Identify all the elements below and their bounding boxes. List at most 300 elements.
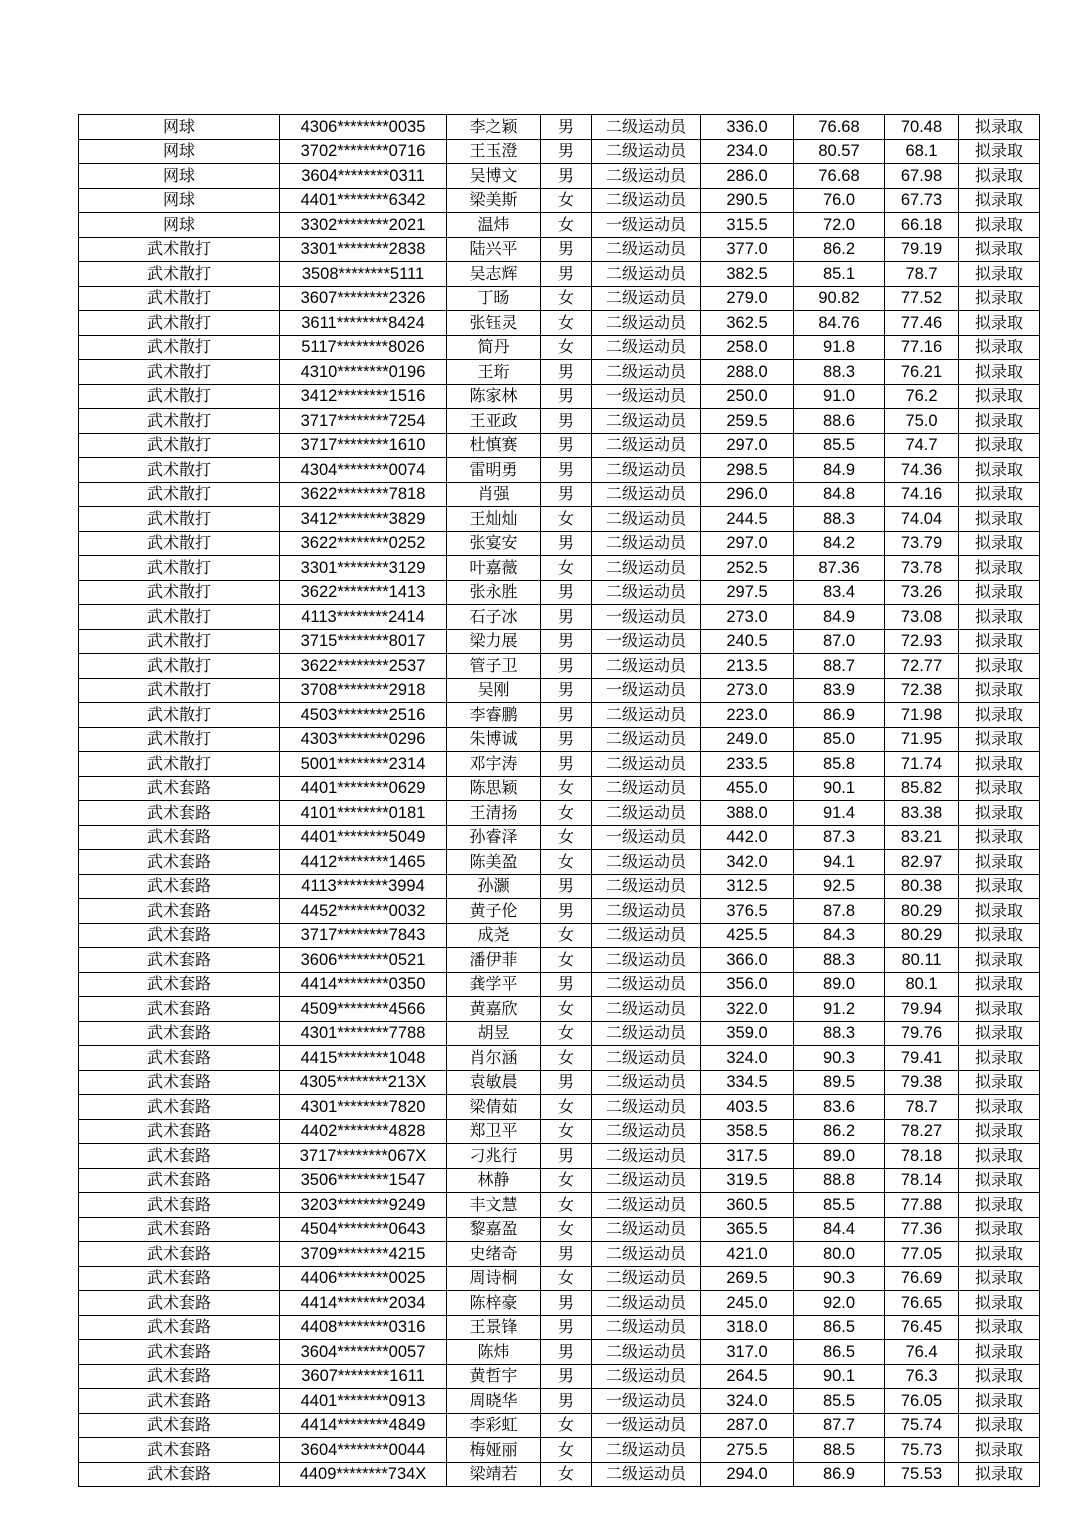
score-cell: 288.0 bbox=[701, 360, 794, 385]
total-score-cell: 73.26 bbox=[885, 580, 959, 605]
score-cell: 240.5 bbox=[701, 629, 794, 654]
athlete-level-cell: 二级运动员 bbox=[592, 654, 701, 679]
total-score-cell: 73.08 bbox=[885, 605, 959, 630]
score-cell: 376.5 bbox=[701, 899, 794, 924]
name-cell: 肖尔涵 bbox=[447, 1046, 541, 1071]
table-row bbox=[79, 1046, 1040, 1071]
id-number-cell: 4406********0025 bbox=[280, 1266, 447, 1291]
id-number-cell: 4305********213X bbox=[280, 1070, 447, 1095]
athlete-level-cell: 二级运动员 bbox=[592, 1119, 701, 1144]
score-cell: 287.0 bbox=[701, 1413, 794, 1438]
test-score-cell: 85.0 bbox=[794, 727, 885, 752]
name-cell: 周诗桐 bbox=[447, 1266, 541, 1291]
id-number-cell: 3622********7818 bbox=[280, 482, 447, 507]
name-cell: 周晓华 bbox=[447, 1389, 541, 1414]
table-row bbox=[79, 580, 1040, 605]
id-number-cell: 3611********8424 bbox=[280, 311, 447, 336]
table-row bbox=[79, 850, 1040, 875]
id-number-cell: 3715********8017 bbox=[280, 629, 447, 654]
total-score-cell: 75.74 bbox=[885, 1413, 959, 1438]
total-score-cell: 76.4 bbox=[885, 1340, 959, 1365]
score-cell: 250.0 bbox=[701, 384, 794, 409]
table-row bbox=[79, 237, 1040, 262]
athlete-level-cell: 二级运动员 bbox=[592, 1242, 701, 1267]
sport-cell: 武术套路 bbox=[79, 1266, 280, 1291]
test-score-cell: 85.8 bbox=[794, 752, 885, 777]
athlete-level-cell: 二级运动员 bbox=[592, 923, 701, 948]
test-score-cell: 88.7 bbox=[794, 654, 885, 679]
total-score-cell: 67.98 bbox=[885, 164, 959, 189]
id-number-cell: 3607********2326 bbox=[280, 286, 447, 311]
athlete-level-cell: 一级运动员 bbox=[592, 629, 701, 654]
score-cell: 425.5 bbox=[701, 923, 794, 948]
total-score-cell: 70.48 bbox=[885, 115, 959, 140]
sport-cell: 武术套路 bbox=[79, 776, 280, 801]
total-score-cell: 67.73 bbox=[885, 188, 959, 213]
name-cell: 吴志辉 bbox=[447, 262, 541, 287]
status-cell: 拟录取 bbox=[959, 482, 1040, 507]
table-row bbox=[79, 164, 1040, 189]
total-score-cell: 75.0 bbox=[885, 409, 959, 434]
sport-cell: 武术散打 bbox=[79, 703, 280, 728]
gender-cell: 女 bbox=[541, 1095, 592, 1120]
status-cell: 拟录取 bbox=[959, 531, 1040, 556]
gender-cell: 男 bbox=[541, 1070, 592, 1095]
gender-cell: 女 bbox=[541, 850, 592, 875]
score-cell: 318.0 bbox=[701, 1315, 794, 1340]
score-cell: 275.5 bbox=[701, 1438, 794, 1463]
test-score-cell: 76.68 bbox=[794, 115, 885, 140]
total-score-cell: 75.73 bbox=[885, 1438, 959, 1463]
name-cell: 王灿灿 bbox=[447, 507, 541, 532]
score-cell: 360.5 bbox=[701, 1193, 794, 1218]
athlete-level-cell: 二级运动员 bbox=[592, 139, 701, 164]
sport-cell: 武术套路 bbox=[79, 1119, 280, 1144]
table-body bbox=[79, 115, 1040, 1487]
total-score-cell: 83.21 bbox=[885, 825, 959, 850]
sport-cell: 武术套路 bbox=[79, 825, 280, 850]
score-cell: 382.5 bbox=[701, 262, 794, 287]
table-row bbox=[79, 213, 1040, 238]
name-cell: 雷明勇 bbox=[447, 458, 541, 483]
status-cell: 拟录取 bbox=[959, 1217, 1040, 1242]
score-cell: 286.0 bbox=[701, 164, 794, 189]
id-number-cell: 4452********0032 bbox=[280, 899, 447, 924]
sport-cell: 武术套路 bbox=[79, 1046, 280, 1071]
total-score-cell: 74.7 bbox=[885, 433, 959, 458]
sport-cell: 武术散打 bbox=[79, 482, 280, 507]
id-number-cell: 3708********2918 bbox=[280, 678, 447, 703]
id-number-cell: 3604********0057 bbox=[280, 1340, 447, 1365]
sport-cell: 武术散打 bbox=[79, 286, 280, 311]
name-cell: 陈梓豪 bbox=[447, 1291, 541, 1316]
gender-cell: 男 bbox=[541, 360, 592, 385]
athlete-level-cell: 二级运动员 bbox=[592, 1095, 701, 1120]
total-score-cell: 77.88 bbox=[885, 1193, 959, 1218]
score-cell: 273.0 bbox=[701, 605, 794, 630]
sport-cell: 武术散打 bbox=[79, 654, 280, 679]
id-number-cell: 5001********2314 bbox=[280, 752, 447, 777]
status-cell: 拟录取 bbox=[959, 1193, 1040, 1218]
sport-cell: 武术散打 bbox=[79, 335, 280, 360]
id-number-cell: 4503********2516 bbox=[280, 703, 447, 728]
total-score-cell: 71.98 bbox=[885, 703, 959, 728]
score-cell: 252.5 bbox=[701, 556, 794, 581]
sport-cell: 武术套路 bbox=[79, 1070, 280, 1095]
test-score-cell: 94.1 bbox=[794, 850, 885, 875]
status-cell: 拟录取 bbox=[959, 801, 1040, 826]
athlete-level-cell: 二级运动员 bbox=[592, 262, 701, 287]
id-number-cell: 3203********9249 bbox=[280, 1193, 447, 1218]
athlete-level-cell: 二级运动员 bbox=[592, 776, 701, 801]
table-row bbox=[79, 1462, 1040, 1487]
table-row bbox=[79, 948, 1040, 973]
test-score-cell: 91.4 bbox=[794, 801, 885, 826]
athlete-level-cell: 二级运动员 bbox=[592, 801, 701, 826]
name-cell: 黄嘉欣 bbox=[447, 997, 541, 1022]
sport-cell: 武术套路 bbox=[79, 1242, 280, 1267]
name-cell: 王亚政 bbox=[447, 409, 541, 434]
name-cell: 史绪奇 bbox=[447, 1242, 541, 1267]
total-score-cell: 78.7 bbox=[885, 262, 959, 287]
score-cell: 336.0 bbox=[701, 115, 794, 140]
test-score-cell: 88.3 bbox=[794, 507, 885, 532]
table-row bbox=[79, 899, 1040, 924]
athlete-level-cell: 二级运动员 bbox=[592, 580, 701, 605]
status-cell: 拟录取 bbox=[959, 1291, 1040, 1316]
test-score-cell: 87.36 bbox=[794, 556, 885, 581]
test-score-cell: 86.9 bbox=[794, 703, 885, 728]
table-row bbox=[79, 1364, 1040, 1389]
status-cell: 拟录取 bbox=[959, 286, 1040, 311]
status-cell: 拟录取 bbox=[959, 1021, 1040, 1046]
gender-cell: 男 bbox=[541, 1364, 592, 1389]
status-cell: 拟录取 bbox=[959, 654, 1040, 679]
name-cell: 刁兆行 bbox=[447, 1144, 541, 1169]
total-score-cell: 85.82 bbox=[885, 776, 959, 801]
sport-cell: 武术散打 bbox=[79, 556, 280, 581]
table-row bbox=[79, 1095, 1040, 1120]
test-score-cell: 83.4 bbox=[794, 580, 885, 605]
id-number-cell: 3622********0252 bbox=[280, 531, 447, 556]
total-score-cell: 73.78 bbox=[885, 556, 959, 581]
test-score-cell: 72.0 bbox=[794, 213, 885, 238]
athlete-level-cell: 二级运动员 bbox=[592, 899, 701, 924]
table-row bbox=[79, 531, 1040, 556]
sport-cell: 武术散打 bbox=[79, 433, 280, 458]
id-number-cell: 4402********4828 bbox=[280, 1119, 447, 1144]
name-cell: 肖强 bbox=[447, 482, 541, 507]
athlete-level-cell: 二级运动员 bbox=[592, 850, 701, 875]
sport-cell: 武术套路 bbox=[79, 1144, 280, 1169]
gender-cell: 女 bbox=[541, 556, 592, 581]
id-number-cell: 4509********4566 bbox=[280, 997, 447, 1022]
score-cell: 319.5 bbox=[701, 1168, 794, 1193]
gender-cell: 男 bbox=[541, 482, 592, 507]
score-cell: 315.5 bbox=[701, 213, 794, 238]
id-number-cell: 3302********2021 bbox=[280, 213, 447, 238]
test-score-cell: 90.1 bbox=[794, 776, 885, 801]
test-score-cell: 89.0 bbox=[794, 1144, 885, 1169]
table-row bbox=[79, 801, 1040, 826]
score-cell: 317.0 bbox=[701, 1340, 794, 1365]
gender-cell: 女 bbox=[541, 948, 592, 973]
athlete-level-cell: 二级运动员 bbox=[592, 1168, 701, 1193]
athlete-level-cell: 二级运动员 bbox=[592, 874, 701, 899]
id-number-cell: 4414********2034 bbox=[280, 1291, 447, 1316]
total-score-cell: 75.53 bbox=[885, 1462, 959, 1487]
gender-cell: 男 bbox=[541, 972, 592, 997]
name-cell: 张宴安 bbox=[447, 531, 541, 556]
total-score-cell: 74.36 bbox=[885, 458, 959, 483]
gender-cell: 男 bbox=[541, 605, 592, 630]
test-score-cell: 88.5 bbox=[794, 1438, 885, 1463]
sport-cell: 武术散打 bbox=[79, 311, 280, 336]
status-cell: 拟录取 bbox=[959, 629, 1040, 654]
test-score-cell: 80.0 bbox=[794, 1242, 885, 1267]
score-cell: 362.5 bbox=[701, 311, 794, 336]
total-score-cell: 79.94 bbox=[885, 997, 959, 1022]
total-score-cell: 78.14 bbox=[885, 1168, 959, 1193]
test-score-cell: 87.0 bbox=[794, 629, 885, 654]
sport-cell: 武术套路 bbox=[79, 1364, 280, 1389]
sport-cell: 武术套路 bbox=[79, 874, 280, 899]
id-number-cell: 4412********1465 bbox=[280, 850, 447, 875]
score-cell: 297.5 bbox=[701, 580, 794, 605]
gender-cell: 男 bbox=[541, 262, 592, 287]
id-number-cell: 4408********0316 bbox=[280, 1315, 447, 1340]
score-cell: 442.0 bbox=[701, 825, 794, 850]
table-row bbox=[79, 1119, 1040, 1144]
id-number-cell: 4301********7788 bbox=[280, 1021, 447, 1046]
id-number-cell: 3717********1610 bbox=[280, 433, 447, 458]
id-number-cell: 3717********7843 bbox=[280, 923, 447, 948]
sport-cell: 武术散打 bbox=[79, 678, 280, 703]
gender-cell: 男 bbox=[541, 1242, 592, 1267]
gender-cell: 女 bbox=[541, 1119, 592, 1144]
sport-cell: 武术套路 bbox=[79, 1438, 280, 1463]
gender-cell: 女 bbox=[541, 1462, 592, 1487]
test-score-cell: 88.8 bbox=[794, 1168, 885, 1193]
sport-cell: 网球 bbox=[79, 188, 280, 213]
test-score-cell: 83.9 bbox=[794, 678, 885, 703]
id-number-cell: 3508********5111 bbox=[280, 262, 447, 287]
test-score-cell: 86.5 bbox=[794, 1315, 885, 1340]
name-cell: 龚学平 bbox=[447, 972, 541, 997]
gender-cell: 男 bbox=[541, 899, 592, 924]
test-score-cell: 84.4 bbox=[794, 1217, 885, 1242]
table-row bbox=[79, 139, 1040, 164]
table-row bbox=[79, 311, 1040, 336]
status-cell: 拟录取 bbox=[959, 605, 1040, 630]
sport-cell: 武术散打 bbox=[79, 384, 280, 409]
gender-cell: 男 bbox=[541, 1291, 592, 1316]
athlete-level-cell: 一级运动员 bbox=[592, 678, 701, 703]
gender-cell: 女 bbox=[541, 213, 592, 238]
sport-cell: 武术套路 bbox=[79, 1315, 280, 1340]
table-row bbox=[79, 1291, 1040, 1316]
gender-cell: 男 bbox=[541, 752, 592, 777]
id-number-cell: 4113********3994 bbox=[280, 874, 447, 899]
status-cell: 拟录取 bbox=[959, 139, 1040, 164]
total-score-cell: 76.2 bbox=[885, 384, 959, 409]
status-cell: 拟录取 bbox=[959, 311, 1040, 336]
athlete-level-cell: 二级运动员 bbox=[592, 948, 701, 973]
table-row bbox=[79, 1070, 1040, 1095]
total-score-cell: 80.29 bbox=[885, 923, 959, 948]
gender-cell: 女 bbox=[541, 1266, 592, 1291]
status-cell: 拟录取 bbox=[959, 874, 1040, 899]
status-cell: 拟录取 bbox=[959, 678, 1040, 703]
athlete-level-cell: 一级运动员 bbox=[592, 605, 701, 630]
table-row bbox=[79, 433, 1040, 458]
gender-cell: 男 bbox=[541, 1389, 592, 1414]
gender-cell: 男 bbox=[541, 384, 592, 409]
score-cell: 245.0 bbox=[701, 1291, 794, 1316]
name-cell: 成尧 bbox=[447, 923, 541, 948]
athlete-level-cell: 二级运动员 bbox=[592, 1340, 701, 1365]
gender-cell: 女 bbox=[541, 1413, 592, 1438]
table-row bbox=[79, 1193, 1040, 1218]
total-score-cell: 83.38 bbox=[885, 801, 959, 826]
name-cell: 张永胜 bbox=[447, 580, 541, 605]
athlete-level-cell: 二级运动员 bbox=[592, 531, 701, 556]
test-score-cell: 84.2 bbox=[794, 531, 885, 556]
status-cell: 拟录取 bbox=[959, 360, 1040, 385]
table-row bbox=[79, 286, 1040, 311]
table-row bbox=[79, 384, 1040, 409]
athlete-level-cell: 一级运动员 bbox=[592, 1413, 701, 1438]
total-score-cell: 80.38 bbox=[885, 874, 959, 899]
gender-cell: 男 bbox=[541, 409, 592, 434]
score-cell: 366.0 bbox=[701, 948, 794, 973]
athlete-level-cell: 二级运动员 bbox=[592, 727, 701, 752]
athlete-level-cell: 二级运动员 bbox=[592, 752, 701, 777]
athlete-level-cell: 二级运动员 bbox=[592, 1291, 701, 1316]
status-cell: 拟录取 bbox=[959, 1340, 1040, 1365]
athlete-level-cell: 一级运动员 bbox=[592, 384, 701, 409]
total-score-cell: 77.46 bbox=[885, 311, 959, 336]
test-score-cell: 85.5 bbox=[794, 1193, 885, 1218]
gender-cell: 女 bbox=[541, 801, 592, 826]
athlete-level-cell: 二级运动员 bbox=[592, 1364, 701, 1389]
table-row bbox=[79, 923, 1040, 948]
id-number-cell: 3607********1611 bbox=[280, 1364, 447, 1389]
status-cell: 拟录取 bbox=[959, 1389, 1040, 1414]
sport-cell: 武术散打 bbox=[79, 727, 280, 752]
sport-cell: 网球 bbox=[79, 139, 280, 164]
athlete-level-cell: 二级运动员 bbox=[592, 972, 701, 997]
status-cell: 拟录取 bbox=[959, 972, 1040, 997]
table-row bbox=[79, 458, 1040, 483]
name-cell: 管子卫 bbox=[447, 654, 541, 679]
athlete-level-cell: 二级运动员 bbox=[592, 360, 701, 385]
table-row bbox=[79, 825, 1040, 850]
athlete-level-cell: 二级运动员 bbox=[592, 458, 701, 483]
id-number-cell: 4401********0913 bbox=[280, 1389, 447, 1414]
total-score-cell: 82.97 bbox=[885, 850, 959, 875]
score-cell: 342.0 bbox=[701, 850, 794, 875]
sport-cell: 网球 bbox=[79, 115, 280, 140]
name-cell: 潘伊菲 bbox=[447, 948, 541, 973]
id-number-cell: 4304********0074 bbox=[280, 458, 447, 483]
athlete-level-cell: 一级运动员 bbox=[592, 825, 701, 850]
status-cell: 拟录取 bbox=[959, 1242, 1040, 1267]
id-number-cell: 4415********1048 bbox=[280, 1046, 447, 1071]
id-number-cell: 3606********0521 bbox=[280, 948, 447, 973]
score-cell: 233.5 bbox=[701, 752, 794, 777]
test-score-cell: 83.6 bbox=[794, 1095, 885, 1120]
total-score-cell: 76.3 bbox=[885, 1364, 959, 1389]
name-cell: 王珩 bbox=[447, 360, 541, 385]
name-cell: 黎嘉盈 bbox=[447, 1217, 541, 1242]
athlete-level-cell: 二级运动员 bbox=[592, 311, 701, 336]
status-cell: 拟录取 bbox=[959, 164, 1040, 189]
score-cell: 359.0 bbox=[701, 1021, 794, 1046]
status-cell: 拟录取 bbox=[959, 1168, 1040, 1193]
name-cell: 邓宇涛 bbox=[447, 752, 541, 777]
test-score-cell: 87.8 bbox=[794, 899, 885, 924]
sport-cell: 武术散打 bbox=[79, 458, 280, 483]
gender-cell: 男 bbox=[541, 874, 592, 899]
status-cell: 拟录取 bbox=[959, 384, 1040, 409]
id-number-cell: 3717********067X bbox=[280, 1144, 447, 1169]
athlete-level-cell: 二级运动员 bbox=[592, 286, 701, 311]
admission-table bbox=[78, 114, 1040, 1487]
score-cell: 298.5 bbox=[701, 458, 794, 483]
status-cell: 拟录取 bbox=[959, 1095, 1040, 1120]
name-cell: 温炜 bbox=[447, 213, 541, 238]
table-row bbox=[79, 335, 1040, 360]
athlete-level-cell: 二级运动员 bbox=[592, 1217, 701, 1242]
sport-cell: 网球 bbox=[79, 213, 280, 238]
id-number-cell: 4113********2414 bbox=[280, 605, 447, 630]
status-cell: 拟录取 bbox=[959, 1070, 1040, 1095]
table-row bbox=[79, 1217, 1040, 1242]
score-cell: 213.5 bbox=[701, 654, 794, 679]
total-score-cell: 77.36 bbox=[885, 1217, 959, 1242]
test-score-cell: 84.9 bbox=[794, 458, 885, 483]
id-number-cell: 3709********4215 bbox=[280, 1242, 447, 1267]
name-cell: 李睿鹏 bbox=[447, 703, 541, 728]
id-number-cell: 3412********3829 bbox=[280, 507, 447, 532]
sport-cell: 武术散打 bbox=[79, 262, 280, 287]
id-number-cell: 4303********0296 bbox=[280, 727, 447, 752]
test-score-cell: 89.0 bbox=[794, 972, 885, 997]
total-score-cell: 76.65 bbox=[885, 1291, 959, 1316]
total-score-cell: 72.93 bbox=[885, 629, 959, 654]
sport-cell: 武术散打 bbox=[79, 605, 280, 630]
sport-cell: 武术散打 bbox=[79, 752, 280, 777]
name-cell: 陈思颖 bbox=[447, 776, 541, 801]
score-cell: 294.0 bbox=[701, 1462, 794, 1487]
status-cell: 拟录取 bbox=[959, 703, 1040, 728]
gender-cell: 男 bbox=[541, 678, 592, 703]
id-number-cell: 3717********7254 bbox=[280, 409, 447, 434]
sport-cell: 武术套路 bbox=[79, 1389, 280, 1414]
table-row bbox=[79, 1266, 1040, 1291]
table-row bbox=[79, 727, 1040, 752]
table-row bbox=[79, 703, 1040, 728]
athlete-level-cell: 二级运动员 bbox=[592, 703, 701, 728]
athlete-level-cell: 一级运动员 bbox=[592, 1389, 701, 1414]
score-cell: 365.5 bbox=[701, 1217, 794, 1242]
status-cell: 拟录取 bbox=[959, 752, 1040, 777]
test-score-cell: 85.1 bbox=[794, 262, 885, 287]
status-cell: 拟录取 bbox=[959, 1119, 1040, 1144]
score-cell: 279.0 bbox=[701, 286, 794, 311]
table-row bbox=[79, 605, 1040, 630]
